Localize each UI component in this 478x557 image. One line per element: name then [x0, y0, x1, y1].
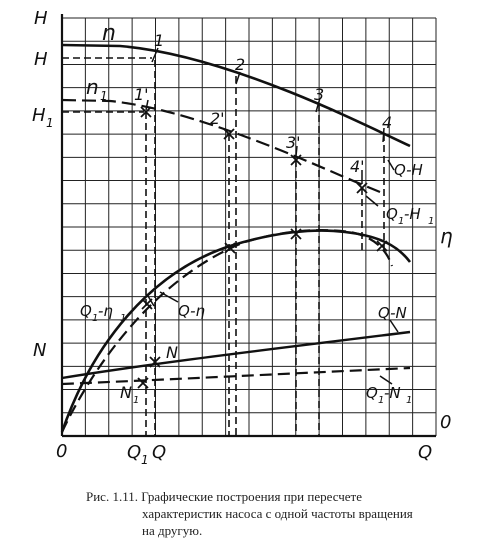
label-curve-N1: N	[120, 383, 132, 402]
caption-line-3: на другую.	[142, 523, 203, 538]
label-point-4p: 4'	[350, 157, 365, 176]
label-curve-Q1N1-sub2: 1	[406, 395, 413, 406]
pointer-q1h1	[366, 196, 378, 206]
label-tick-Q1: Q	[127, 442, 142, 463]
marker-eta-4	[377, 241, 387, 251]
label-origin: 0	[56, 441, 68, 462]
label-curve-n1-sub: 1	[100, 89, 108, 103]
label-curve-Qeta: Q-η	[178, 302, 206, 320]
label-curve-Q1eta1-Q: Q	[80, 302, 92, 320]
label-curve-Q1eta1-sub: 1	[92, 313, 99, 324]
label-curve-Q1H1-sub: 1	[398, 216, 405, 227]
label-point-3p: 3'	[286, 133, 301, 152]
label-curve-n1: n	[86, 75, 99, 99]
label-point-2p: 2'	[210, 109, 225, 128]
labels	[32, 8, 453, 467]
label-axis-H1-sub: 1	[46, 116, 54, 130]
label-axis-Q: Q	[418, 442, 433, 463]
label-curve-Q1N1-rest: -N	[384, 384, 401, 402]
label-point-2: 2	[235, 55, 246, 74]
label-curve-QH: Q-H	[394, 161, 423, 179]
caption-line-1: Рис. 1.11. Графические построения при пересчете	[86, 489, 362, 504]
label-tick-Q1-sub: 1	[141, 453, 149, 467]
caption-line-2: характеристик насоса с одной частоты вращения	[142, 506, 413, 521]
grid	[62, 18, 436, 436]
label-axis-H-top: H	[34, 8, 48, 29]
label-axis-H1: H	[32, 105, 46, 126]
label-point-3: 3	[314, 85, 325, 104]
label-tick-Q: Q	[152, 442, 167, 463]
label-axis-N: N	[33, 340, 47, 361]
label-curve-Q1H1-rest: -H	[404, 205, 421, 223]
label-curve-Q1eta1-rest: -η	[98, 302, 113, 320]
label-curve-QN: Q-N	[378, 304, 407, 322]
label-curve-Q1eta1-sub2: 1	[120, 313, 127, 324]
label-axis-eta: η	[440, 224, 453, 248]
label-curve-Q1N1-sub: 1	[378, 395, 385, 406]
pointer-q1n1	[380, 376, 392, 384]
label-curve-Q1H1-Q: Q	[386, 205, 398, 223]
label-curve-N1-sub: 1	[133, 395, 140, 406]
label-curve-n: n	[102, 21, 116, 46]
label-axis-H: H	[34, 49, 48, 70]
label-curve-Q1N1-Q: Q	[366, 384, 378, 402]
label-origin-right: 0	[440, 412, 452, 433]
label-point-1p: 1'	[134, 85, 149, 104]
label-point-1: 1	[154, 31, 165, 50]
label-curve-N: N	[166, 343, 178, 362]
label-point-4: 4	[382, 113, 393, 132]
label-curve-Q1H1-sub2: 1	[428, 216, 435, 227]
